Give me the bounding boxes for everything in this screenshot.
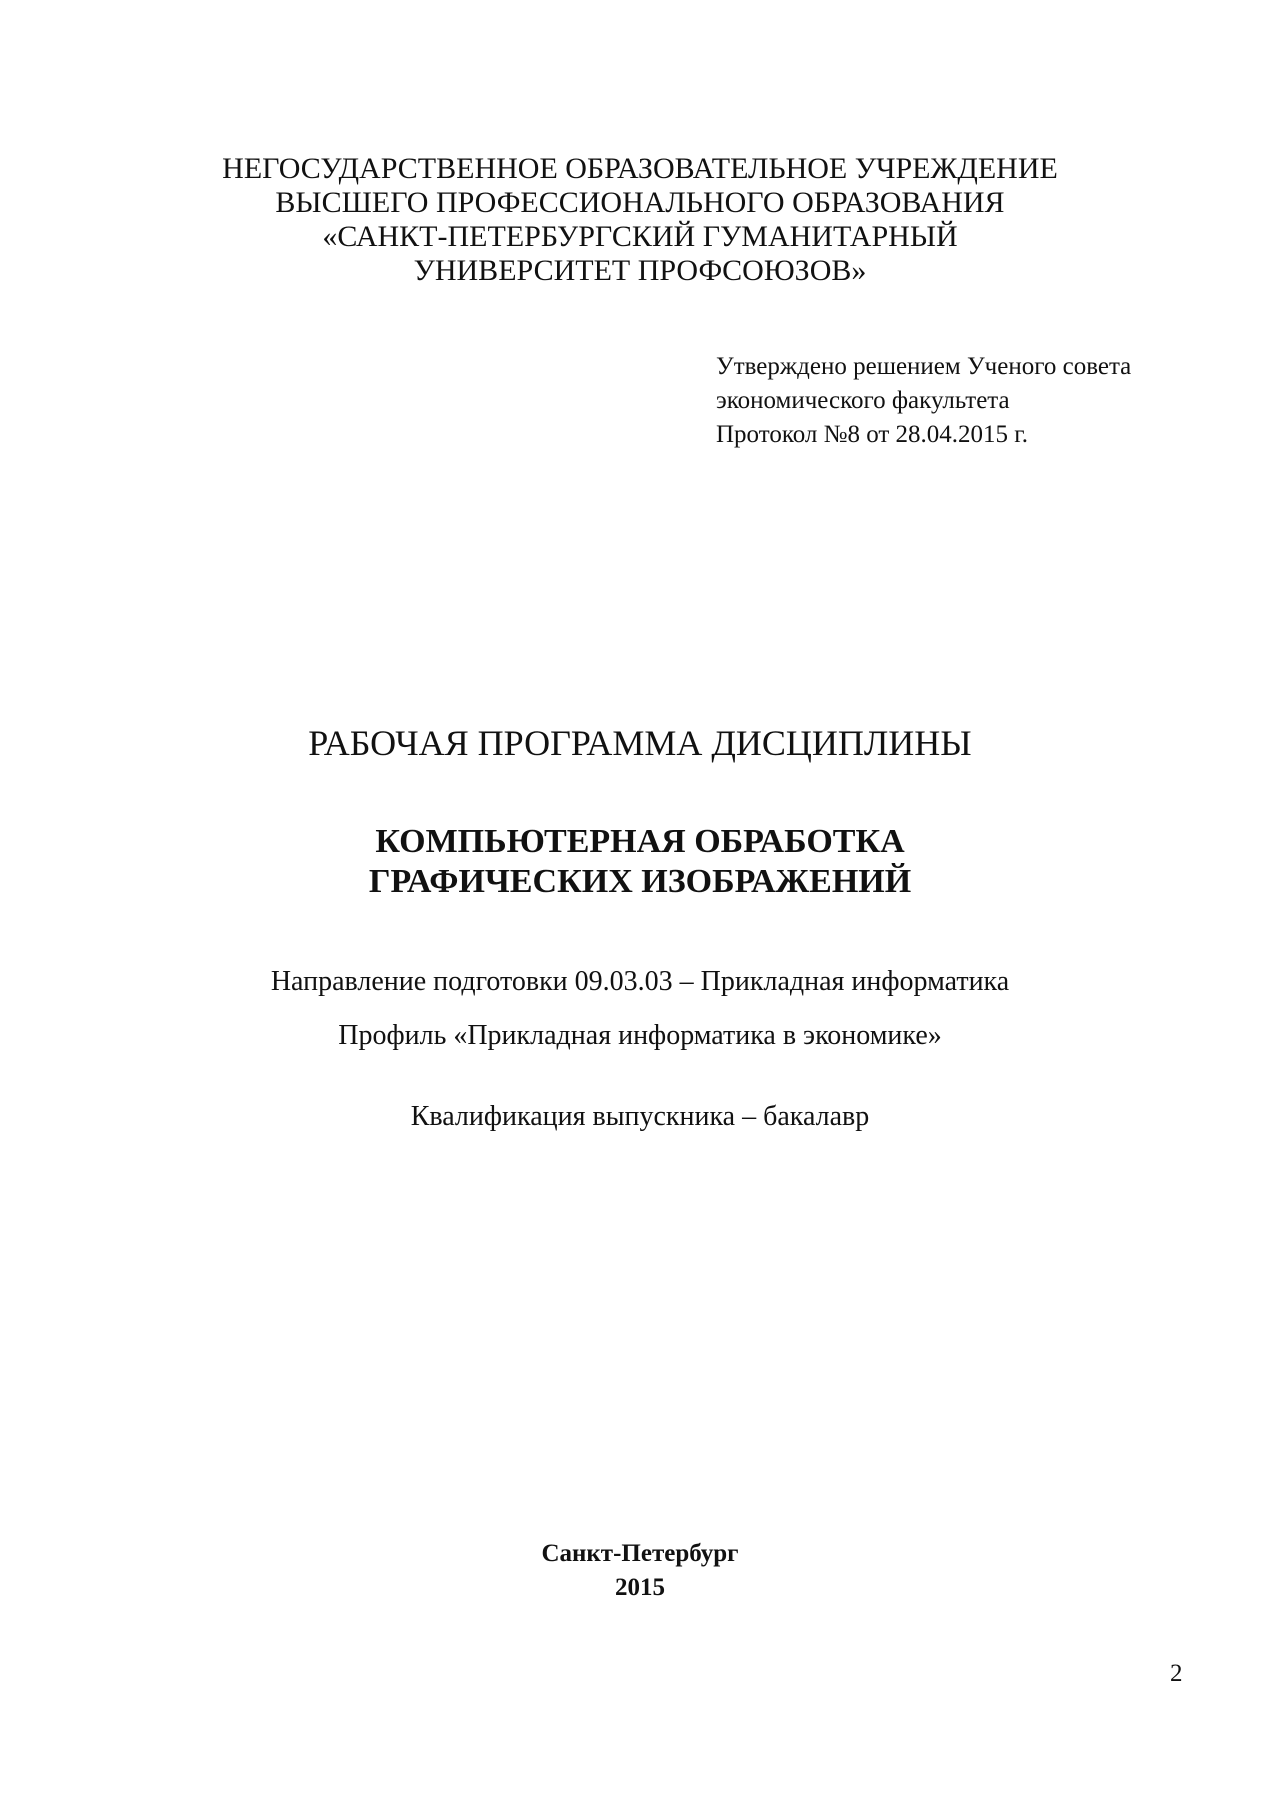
page-number: 2 <box>1170 1660 1183 1687</box>
approval-block <box>716 350 1131 452</box>
qualification-text: Квалификация выпускника – бакалавр <box>410 1101 870 1132</box>
document-type-title: РАБОЧАЯ ПРОГРАММА ДИСЦИПЛИНЫ <box>308 723 972 763</box>
institution-line-3: «САНКТ-ПЕТЕРБУРГСКИЙ ГУМАНИТАРНЫЙ <box>322 220 958 253</box>
city-text: Санкт-Петербург <box>541 1540 739 1567</box>
direction-text: Направление подготовки 09.03.03 – Прикладная информатика <box>270 966 1010 997</box>
year-text: 2015 <box>615 1574 665 1601</box>
approval-line-2: экономического факультета <box>716 387 1010 414</box>
discipline-line-2: ГРАФИЧЕСКИХ ИЗОБРАЖЕНИЙ <box>368 863 912 900</box>
approval-line-1: Утверждено решением Ученого совета <box>716 353 1132 380</box>
profile-text: Профиль «Прикладная информатика в экономике» <box>338 1020 942 1051</box>
approval-line-3: Протокол №8 от 28.04.2015 г. <box>716 421 1028 448</box>
institution-line-4: УНИВЕРСИТЕТ ПРОФСОЮЗОВ» <box>413 254 867 287</box>
institution-line-1: НЕГОСУДАРСТВЕННОЕ ОБРАЗОВАТЕЛЬНОЕ УЧРЕЖДЕНИЕ <box>222 152 1058 185</box>
institution-line-2: ВЫСШЕГО ПРОФЕССИОНАЛЬНОГО ОБРАЗОВАНИЯ <box>275 186 1005 219</box>
discipline-line-1: КОМПЬЮТЕРНАЯ ОБРАБОТКА <box>375 823 905 860</box>
